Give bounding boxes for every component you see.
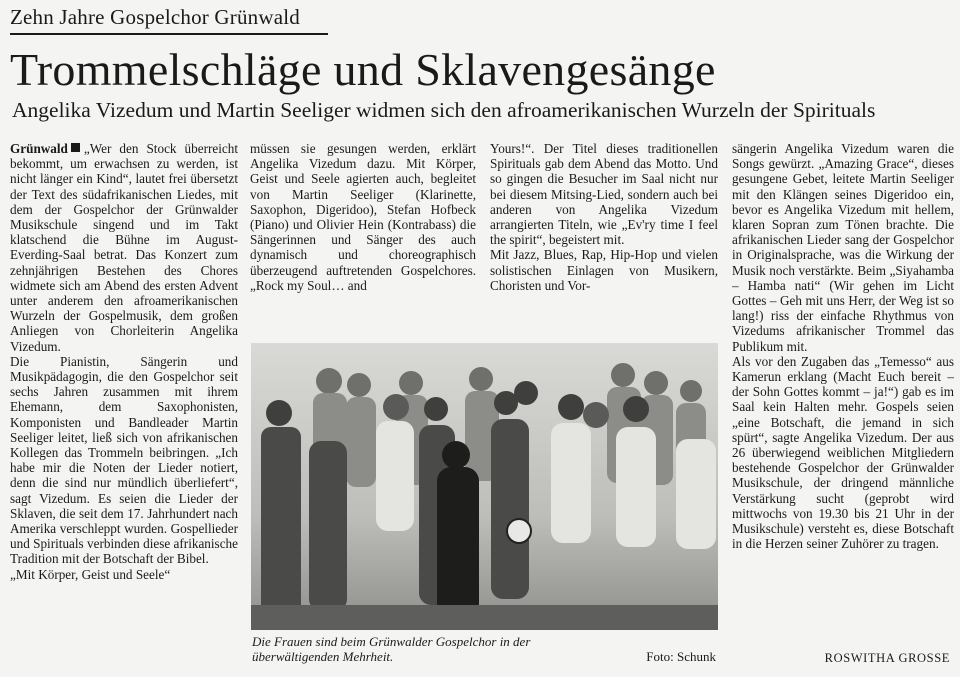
- body-column-2: [250, 141, 476, 326]
- column-4-text: sängerin Angelika Vizedum waren die Songs gewürzt. „Amazing Grace“, dieses gesungene Gebet, leitete Martin Seeliger mit den Klängen seines Digeridoo ein, bevor es Angelika Vizedum mit hellem, klaren Sopran zum Tönen brachte. Die afrikanischen Lieder sang der Gospelchor in Originalsprache, was die Wirkung der Musik noch verstärkte. Beim „Siyahamba – Hamba nati“ (Wir gehen im Licht Gottes – Geh mit uns Herr, der Weg ist so lang!) riss der einfache Rhythmus von Vizedums afrikanischer Trommel das Publikum mit. Als vor den Zugaben das „Temesso“ aus Kamerun erklang (Macht Euch bereit – der Sohn Gottes kommt – ja!“) gab es im Saal kein Halten mehr. Gospels seien „eine Botschaft, die jemand in sich spürt“, sagte Angelika Vizedum. Der aus 26 überwiegend weiblichen Mitgliedern bestehende Gospelchor der Grünwalder Musikschule, der dringend männliche Verstärkung sucht (geprobt wird mittwochs von 19.30 bis 21 Uhr in der Musikschule) versteht es, diese Botschaft in die Herzen seiner Zuhörer zu tragen.: [732, 141, 954, 552]
- headline: Trommelschläge und Sklavengesänge: [10, 44, 716, 95]
- body-column-4: [732, 141, 954, 667]
- photo-caption: Die Frauen sind beim Grünwalder Gospelchor in der überwältigenden Mehrheit.: [252, 634, 531, 664]
- choir-photo: [251, 343, 718, 630]
- dateline-square-icon: [71, 143, 80, 152]
- photo-credit: Foto: Schunk: [646, 649, 716, 664]
- author-byline: ROSWITHA GROSSE: [824, 651, 950, 665]
- kicker: Zehn Jahre Gospelchor Grünwald: [10, 5, 300, 29]
- body-column-3: [490, 141, 718, 326]
- column-1-text: „Wer den Stock überreicht bekommt, um erwachsen zu werden, ist nicht länger ein Kind“, lautet frei übersetzt der Text des südafrikanischen Liedes, mit dem der Gospelchor der Grünwalder Musikschule singend und im Takt klatschend die Bühne im August-Everding-Saal betrat. Das Konzert zum zehnjährigen Bestehen des Chores widmete sich am Abend des ersten Advent unter anderem den afroamerikanischen Wurzeln der Gospelmusik, dem großen Anliegen von Chorleiterin Angelika Vizedum. Die Pianistin, Sängerin und Musikpädagogin, die den Gospelchor seit sechs Jahren zusammen mit ihrem Ehemann, dem Saxophonisten, Komponisten und Bandleader Martin Seeliger leitet, ließ sich von afrikanischen Kollegen das Trommeln beibringen. „Ich habe mir die Noten der Lieder notiert, denn die sind nur mündlich überliefert“, sagt Vizedum. Es seien die Lieder der Sklaven, die seit dem 17. Jahrhundert nach Amerika verschleppt wurden. Gospellieder und Spirituals verbinden diese afrikanische Tradition mit der Botschaft der Bibel. „Mit Körper, Geist und Seele“: [10, 141, 238, 582]
- column-2-text: müssen sie gesungen werden, erklärt Angelika Vizedum dazu. Mit Körper, Geist und Seele agierten auch, begleitet von Martin Seeliger (Klarinette, Saxophon, Digeridoo), Stefan Hofbeck (Piano) und Olivier Hein (Kontrabass) die Sängerinnen und Sänger des auch dynamisch und choreographisch überzeugend auftretenden Gospelchores. „Rock my Soul… and: [250, 141, 476, 293]
- subheadline: Angelika Vizedum und Martin Seeliger widmen sich den afroamerikanischen Wurzeln der Spirituals: [12, 98, 876, 122]
- column-3-text: Yours!“. Der Titel dieses traditionellen Spirituals gab dem Abend das Motto. Und so gingen die Besucher im Saal nicht nur bei diesem Mitsing-Lied, sondern auch bei anderen von Angelika Vizedum arrangierten Titeln, wie „Ev'ry time I feel the spirit“, begeistert mit. Mit Jazz, Blues, Rap, Hip-Hop und vielen solistischen Einlagen von Musikern, Choristen und Vor-: [490, 141, 718, 293]
- choir-photo-illustration: [251, 343, 718, 630]
- kicker-underline: [10, 33, 328, 35]
- body-column-1: [10, 141, 238, 667]
- dateline: Grünwald: [10, 141, 68, 156]
